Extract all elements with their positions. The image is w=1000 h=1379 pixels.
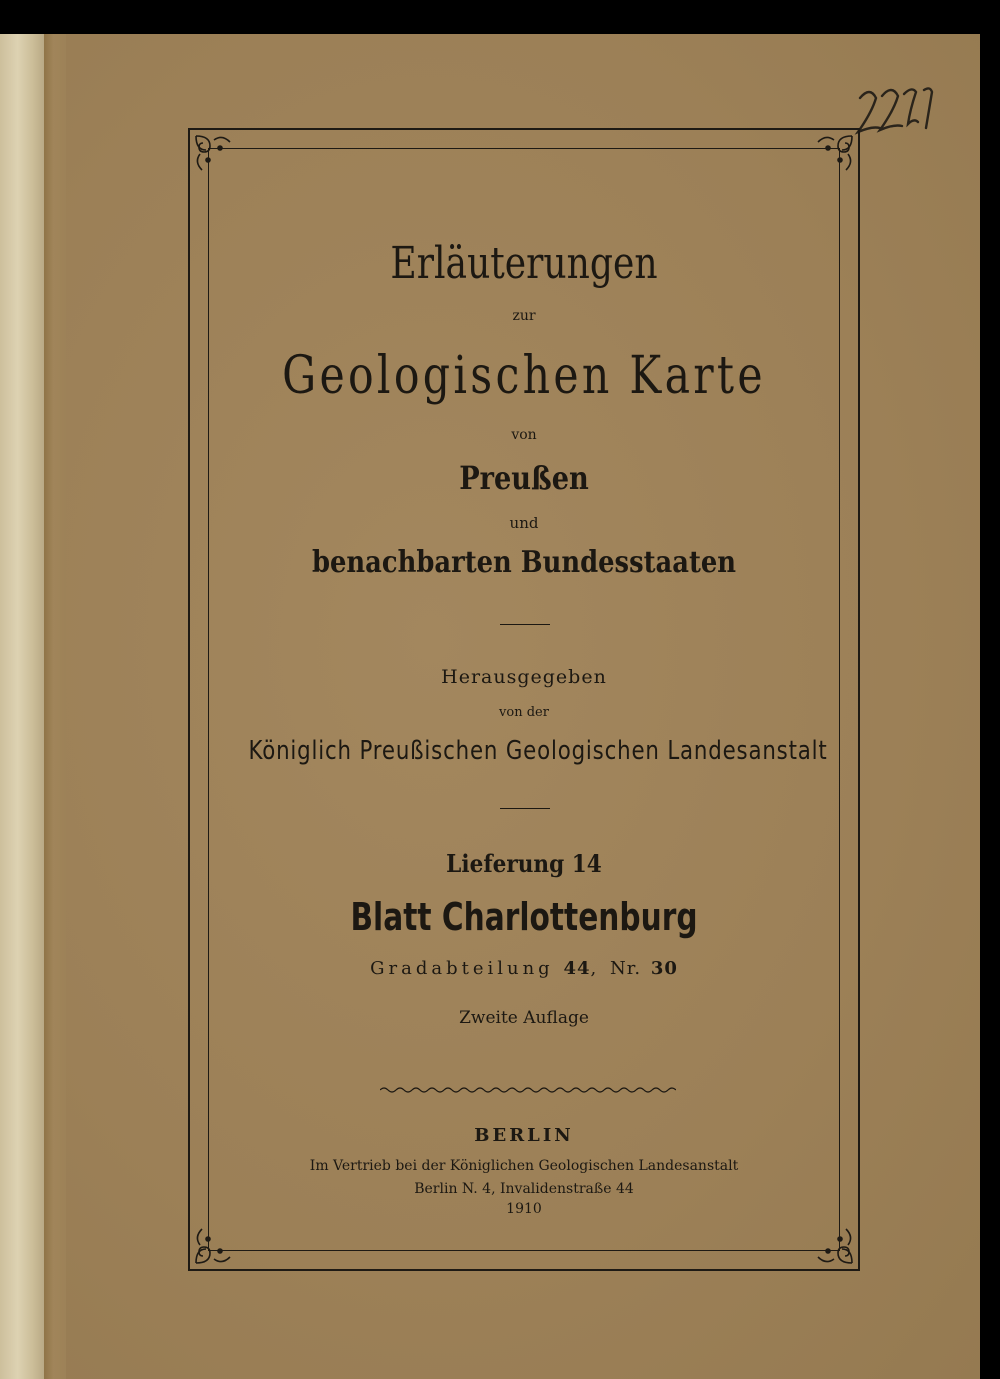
nr-prefix: Nr. [609, 958, 642, 979]
title-connector-und: und [509, 514, 539, 532]
corner-ornament-icon [810, 1221, 858, 1269]
herausgegeben-label: Herausgegeben [441, 666, 607, 688]
short-rule [500, 624, 550, 625]
spine-edge [44, 34, 68, 1379]
imprint-line-2: Berlin N. 4, Invalidenstraße 44 [414, 1181, 634, 1197]
title-connector-zur: zur [512, 308, 536, 324]
lieferung-label: Lieferung 14 [446, 849, 602, 878]
grad-prefix: Gradabteilung [370, 958, 554, 979]
title-line-2: Geologischen Karte [282, 346, 766, 406]
handwritten-mark [852, 78, 942, 148]
imprint-year: 1910 [506, 1201, 542, 1217]
gradabteilung-line: Gradabteilung 44, Nr. 30 [370, 958, 678, 979]
corner-ornament-icon [190, 1221, 238, 1269]
corner-ornament-icon [190, 130, 238, 178]
short-rule [500, 808, 550, 809]
corner-ornament-icon [810, 130, 858, 178]
title-connector-von: von [511, 427, 537, 443]
sheet-title: Blatt Charlottenburg [350, 895, 698, 939]
grad-number: 44 [563, 958, 591, 979]
states-name: benachbarten Bundesstaaten [311, 545, 737, 580]
wavy-rule-icon [380, 1084, 676, 1096]
nr-number: 30 [650, 958, 678, 979]
von-der-label: von der [499, 705, 549, 720]
imprint-line-1: Im Vertrieb bei der Königlichen Geologischen Landesanstalt [309, 1158, 739, 1174]
imprint-city: BERLIN [474, 1125, 574, 1146]
edition-label: Zweite Auflage [459, 1008, 589, 1028]
book-spine [0, 34, 46, 1379]
state-name: Preußen [459, 459, 589, 497]
institution-name: Königlich Preußischen Geologischen Landesanstalt [248, 736, 828, 766]
title-line-1: Erläuterungen [390, 238, 658, 289]
